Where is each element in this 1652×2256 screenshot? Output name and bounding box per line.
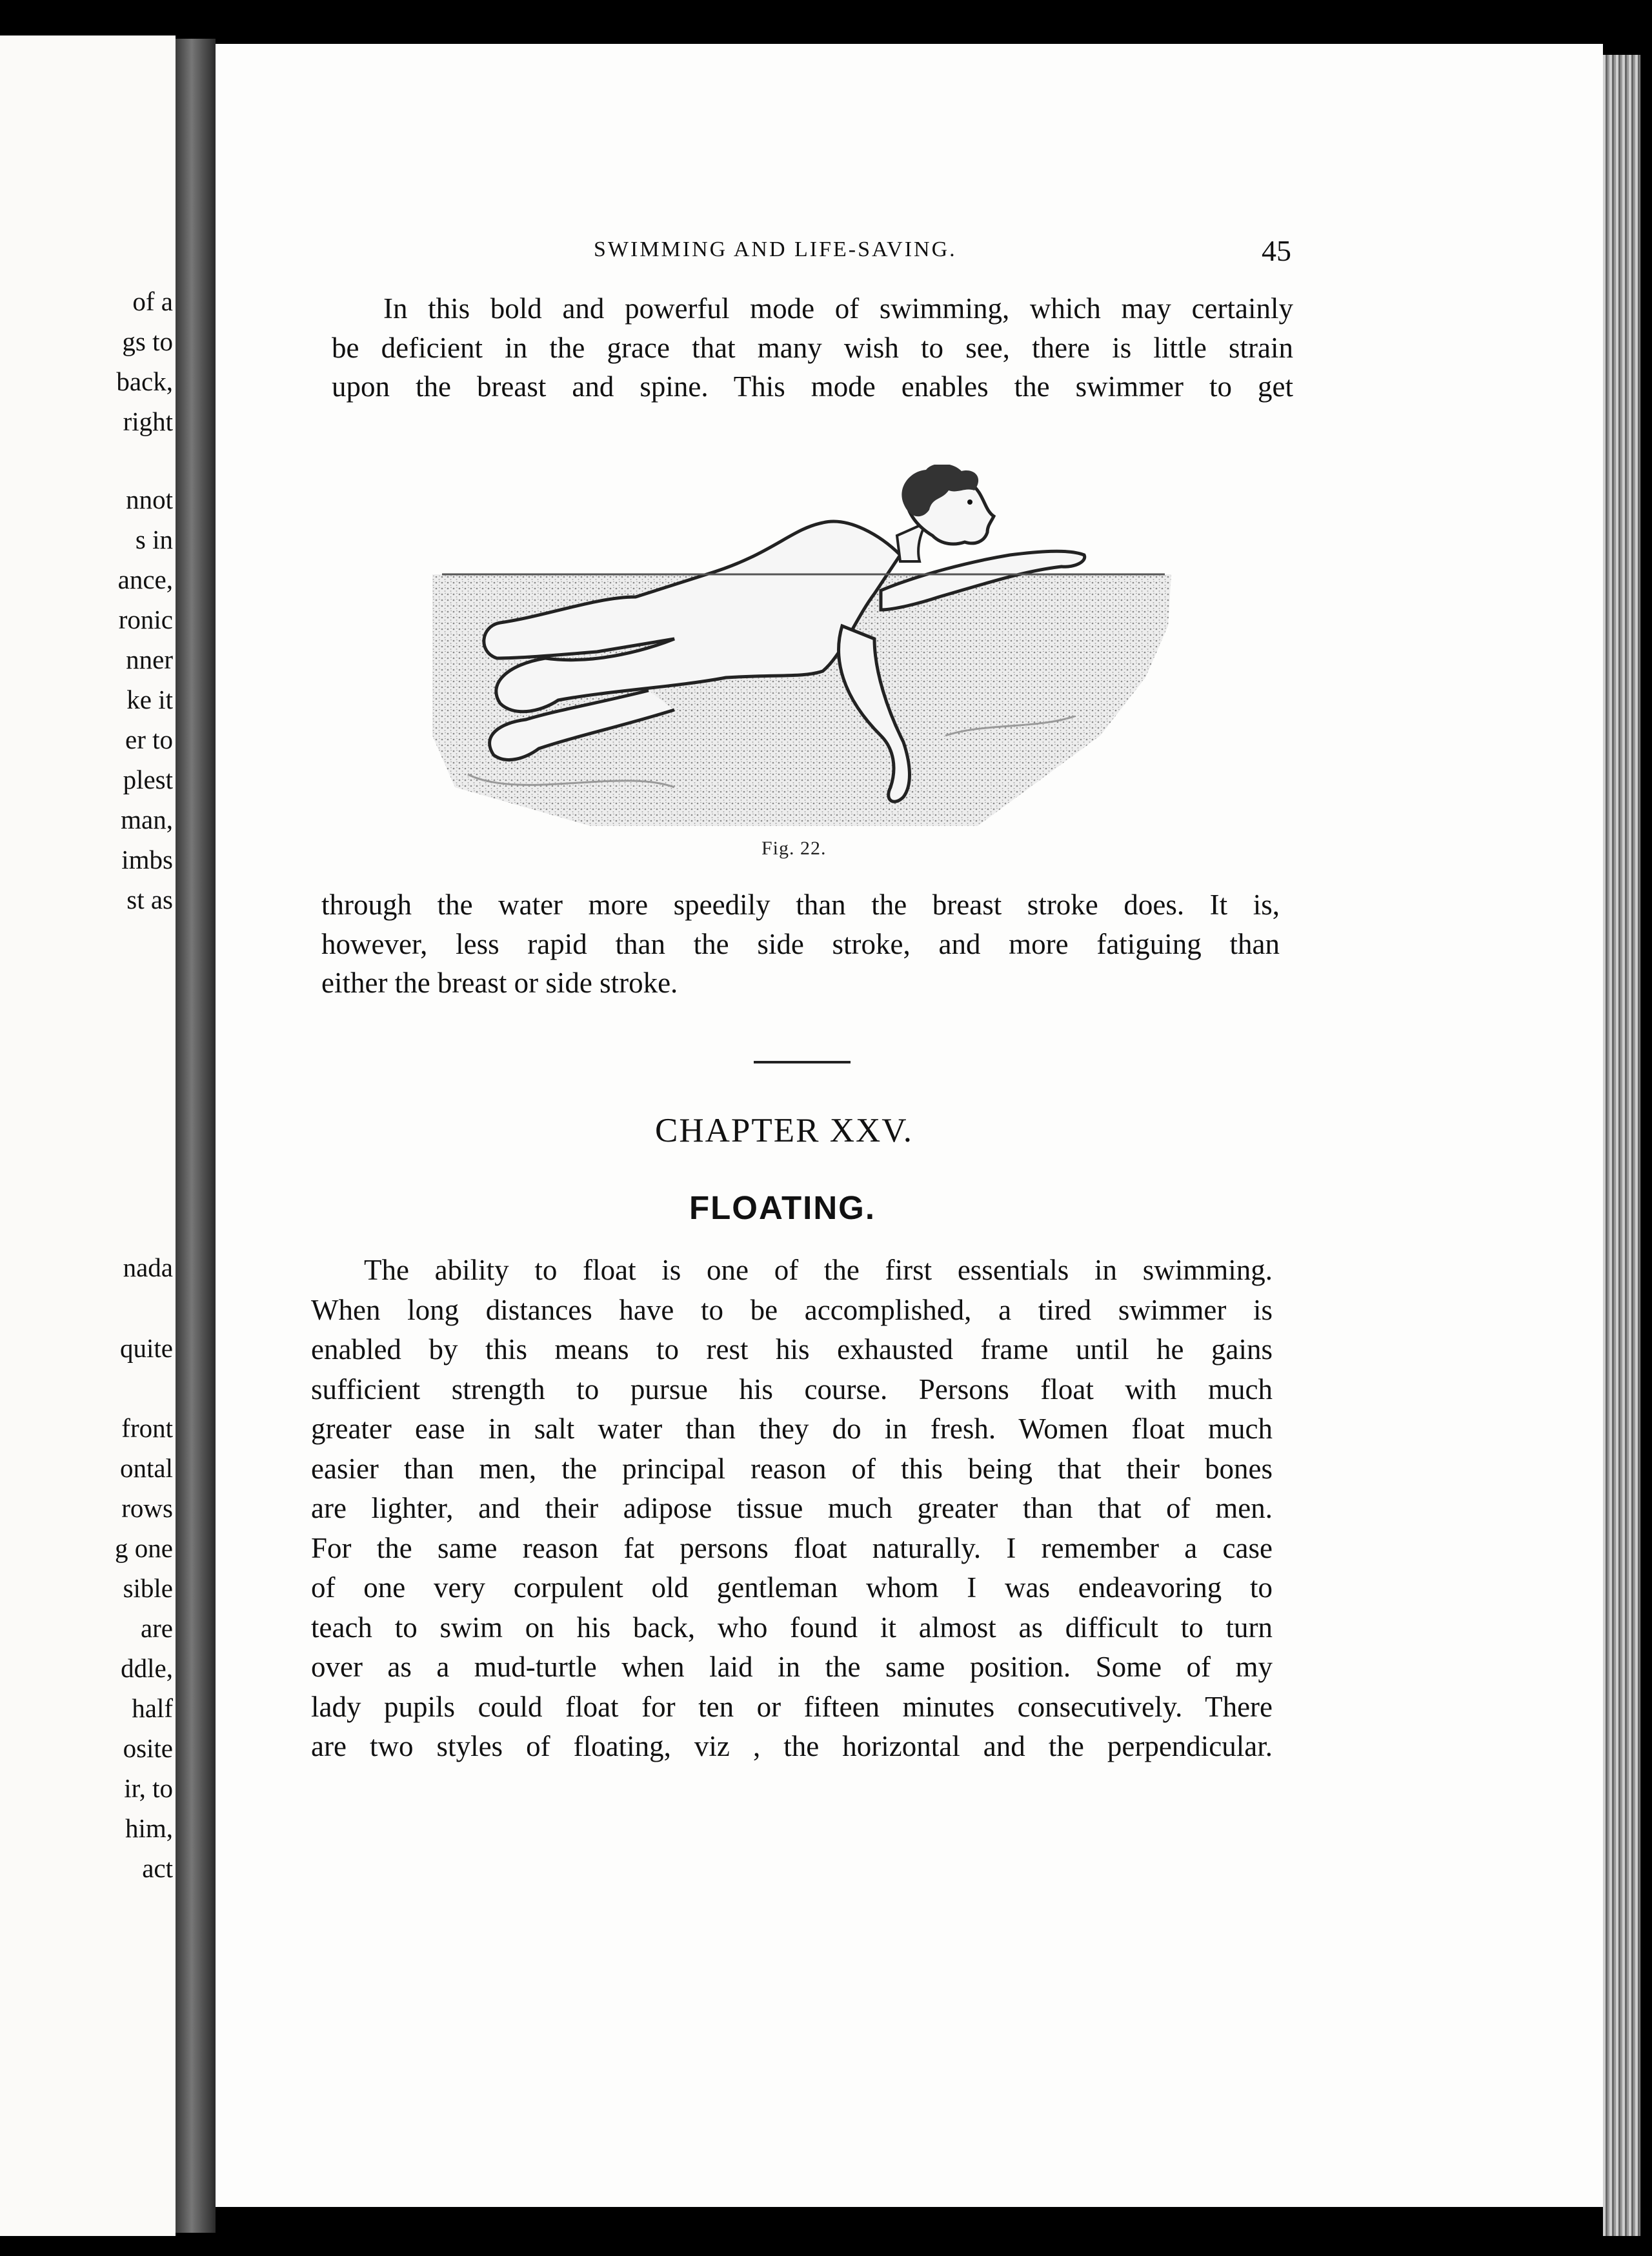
left-line: ance,	[117, 565, 173, 594]
text-line: however, less rapid than the side stroke, and more fatiguing than	[321, 927, 1280, 960]
left-line: back,	[116, 367, 173, 396]
text-line: greater ease in salt water than they do in fresh. Women float much	[311, 1413, 1273, 1445]
left-line: nnot	[126, 485, 173, 514]
figure-swimmer	[429, 465, 1171, 832]
text-line: The ability to float is one of the first essentials in swimming.	[364, 1254, 1273, 1286]
text-line: lady pupils could float for ten or fifteen minutes consecutively. There	[311, 1690, 1273, 1723]
page-number: 45	[1262, 234, 1291, 267]
left-line: him,	[125, 1813, 173, 1843]
chapter-title: FLOATING.	[689, 1189, 876, 1226]
text-line: enabled by this means to rest his exhausted frame until he gains	[311, 1333, 1273, 1365]
text-line: over as a mud-turtle when laid in the same position. Some of my	[311, 1651, 1273, 1683]
text-line: sufficient strength to pursue his course. Persons float with much	[311, 1373, 1273, 1405]
text-line: are two styles of floating, viz , the horizontal and the perpendicular.	[311, 1730, 1273, 1762]
left-line: of a	[132, 287, 173, 316]
text-line: For the same reason fat persons float naturally. I remember a case	[311, 1531, 1273, 1564]
running-head: SWIMMING AND LIFE-SAVING.	[594, 237, 957, 261]
left-line: imbs	[121, 845, 173, 874]
left-line: are	[140, 1613, 173, 1643]
left-line: gs to	[122, 327, 173, 356]
left-line: ronic	[118, 605, 173, 634]
left-line: quite	[120, 1333, 173, 1363]
figure-caption: Fig. 22.	[761, 838, 827, 859]
left-line: osite	[123, 1733, 173, 1763]
left-line: er to	[125, 725, 173, 754]
left-line: half	[132, 1693, 173, 1723]
text-line: are lighter, and their adipose tissue much greater than that of men.	[311, 1492, 1273, 1524]
left-line: right	[123, 407, 173, 436]
left-line: ontal	[120, 1453, 173, 1483]
text-line: upon the breast and spine. This mode enables the swimmer to get	[332, 370, 1293, 403]
left-page	[0, 35, 176, 2236]
left-line: front	[121, 1413, 173, 1443]
text-line: of one very corpulent old gentleman whom I was endeavoring to	[311, 1571, 1273, 1604]
left-line: nada	[123, 1253, 173, 1282]
chapter-heading: CHAPTER XXV.	[655, 1112, 913, 1149]
left-line: st as	[126, 885, 173, 914]
text-line: through the water more speedily than the breast stroke does. It is,	[321, 889, 1280, 921]
section-divider	[754, 1061, 851, 1063]
left-line: plest	[123, 765, 173, 794]
left-line: g one	[115, 1533, 173, 1563]
swimmer-illustration-icon	[429, 465, 1171, 832]
left-line: ir, to	[124, 1773, 173, 1803]
text-line: either the breast or side stroke.	[321, 967, 678, 999]
book-gutter	[176, 39, 216, 2233]
text-line: In this bold and powerful mode of swimming, which may certainly	[383, 292, 1293, 325]
text-line: When long distances have to be accomplished, a tired swimmer is	[311, 1293, 1273, 1326]
paragraph-intro	[332, 289, 1293, 407]
paragraph-floating	[311, 1251, 1273, 1767]
paragraph-continued	[321, 885, 1280, 1003]
text-line: be deficient in the grace that many wish to see, there is little strain	[332, 331, 1293, 364]
left-line: s in	[135, 525, 173, 554]
left-line: man,	[121, 805, 173, 834]
text-line: teach to swim on his back, who found it almost as difficult to turn	[311, 1611, 1273, 1644]
left-line: act	[142, 1853, 173, 1883]
left-line: rows	[121, 1493, 173, 1523]
left-line: ke it	[126, 685, 173, 714]
page-edges	[1603, 55, 1640, 2236]
text-line: easier than men, the principal reason of this being that their bones	[311, 1452, 1273, 1485]
left-line: sible	[123, 1573, 173, 1603]
left-line: ddle,	[121, 1653, 173, 1683]
left-line: nner	[126, 645, 173, 674]
